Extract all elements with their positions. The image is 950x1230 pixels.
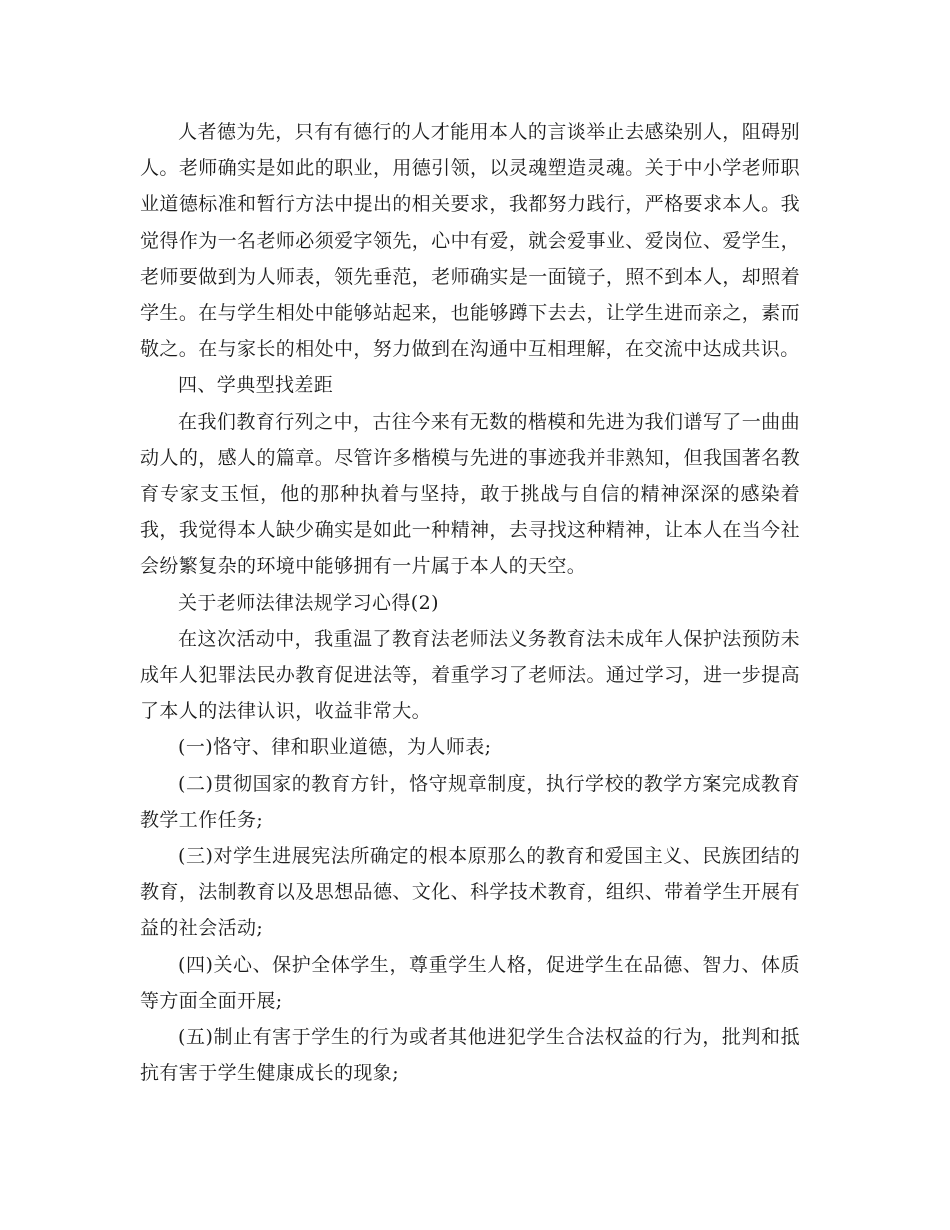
list-item-duty-3: (三)对学生进展宪法所确定的根本原那么的教育和爱国主义、民族团结的教育，法制教育以及思想品德、文化、科学技术教育，组织、带着学生开展有益的社会活动; bbox=[140, 845, 800, 940]
article-title-law-study: 关于老师法律法规学习心得(2) bbox=[178, 591, 439, 614]
paragraph-activity-review: 在这次活动中，我重温了教育法老师法义务教育法未成年人保护法预防未成年人犯罪法民办教育促进法等，着重学习了老师法。通过学习，进一步提高了本人的法律认识，收益非常大。 bbox=[140, 627, 800, 723]
document-body bbox=[140, 114, 800, 1091]
list-item-duty-5: (五)制止有害于学生的行为或者其他进犯学生合法权益的行为，批判和抵抗有害于学生健康成长的现象; bbox=[140, 1026, 800, 1085]
paragraph-role-models: 在我们教育行列之中，古往今来有无数的楷模和先进为我们谱写了一曲曲动人的，感人的篇章。尽管许多楷模与先进的事迹我并非熟知，但我国著名教育专家支玉恒，他的那种执着与坚持，敢于挑战与自信的精神深深的感染着我，我觉得本人缺少确实是如此一种精神，去寻找这种精神，让本人在当今社会纷繁复杂的环境中能够拥有一片属于本人的天空。 bbox=[140, 410, 800, 578]
list-item-duty-2: (二)贯彻国家的教育方针，恪守规章制度，执行学校的教学方案完成教育教学工作任务; bbox=[140, 772, 800, 831]
list-item-duty-4: (四)关心、保护全体学生，尊重学生人格，促进学生在品德、智力、体质等方面全面开展; bbox=[140, 953, 800, 1012]
list-item-duty-1: (一)恪守、律和职业道德，为人师表; bbox=[178, 736, 492, 759]
paragraph-teacher-ethics: 人者德为先，只有有德行的人才能用本人的言谈举止去感染别人，阻碍别人。老师确实是如此的职业，用德引领，以灵魂塑造灵魂。关于中小学老师职业道德标准和暂行方法中提出的相关要求，我都努力践行，严格要求本人。我觉得作为一名老师必须爱字领先，心中有爱，就会爱事业、爱岗位、爱学生，老师要做到为人师表，领先垂范，老师确实是一面镜子，照不到本人，却照着学生。在与学生相处中能够站起来，也能够蹲下去去，让学生进而亲之，素而敬之。在与家长的相处中，努力做到在沟通中互相理解，在交流中达成共识。 bbox=[140, 121, 800, 361]
section-heading-learn-models: 四、学典型找差距 bbox=[178, 374, 334, 397]
